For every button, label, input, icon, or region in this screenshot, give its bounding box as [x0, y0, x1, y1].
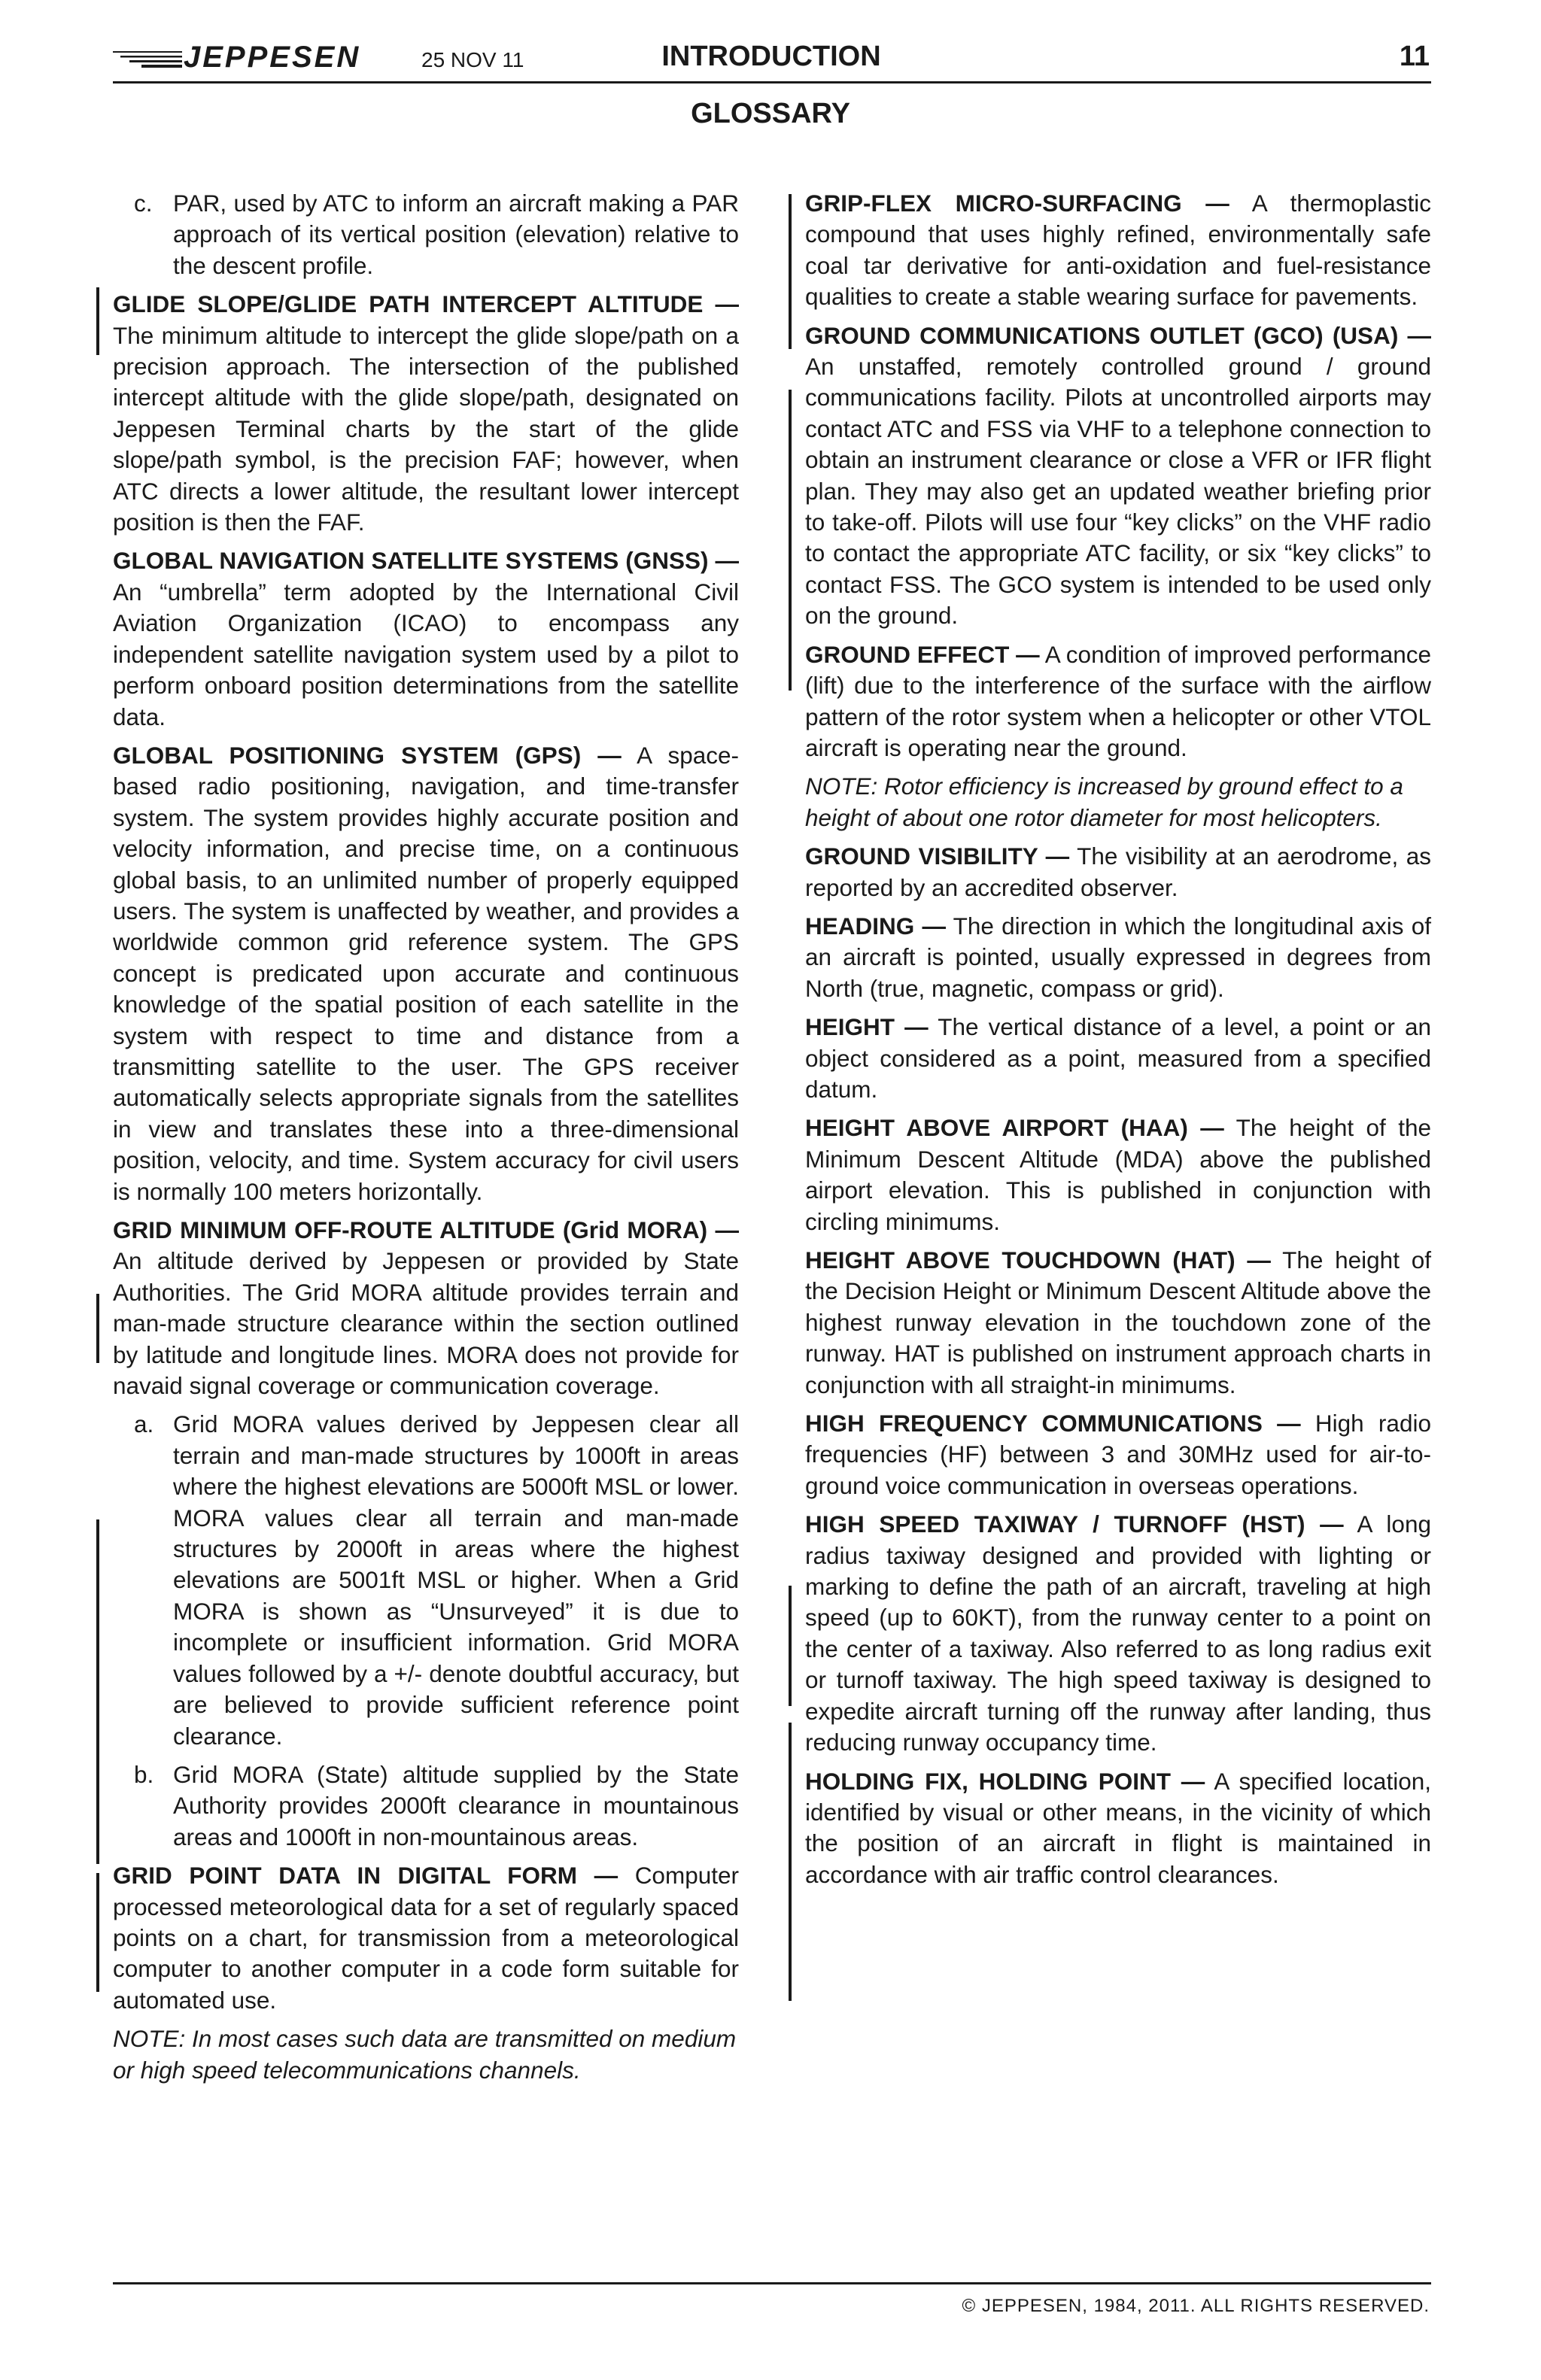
glossary-term: GROUND VISIBILITY — [805, 842, 1070, 870]
glossary-definition: A long radius taxiway designed and provided with lighting or marking to define the path of an aircraft, traveling at high speed (up to 60KT), from the runway center to a point on the center of a taxiway. Also referred to as long radius exit or turnoff taxiway. The high speed taxiway is designed to expedite aircraft turning off the runway after landing, thus reducing runway occupancy time. [805, 1510, 1431, 1756]
glossary-term: HIGH FREQUENCY COMMUNICATIONS — [805, 1410, 1301, 1437]
list-item [113, 188, 739, 281]
glossary-entry [113, 1860, 739, 2016]
list-label: c. [134, 190, 153, 217]
glossary-term: HOLDING FIX, HOLDING POINT — [805, 1767, 1205, 1795]
glossary-entry [805, 320, 1431, 632]
copyright-notice: © JEPPESEN, 1984, 2011. ALL RIGHTS RESERVED. [962, 2296, 1430, 2316]
glossary-definition: A specified location, identified by visual or other means, in the vicinity of which the position of an aircraft in flight is maintained in accordance with air traffic control clearances. [805, 1767, 1431, 1888]
revision-date: 25 NOV 11 [421, 48, 524, 71]
list-text: Grid MORA values derived by Jeppesen clear all terrain and man-made structures by 1000ft in areas where the highest elevations are 5000ft MSL or lower. MORA values clear all terrain and man-made structures by 2000ft in areas where the highest elevations are 5001ft MSL or higher. When a Grid MORA is shown as “Unsurveyed” it is due to incomplete or insufficient information. Grid MORA values followed by a +/- denote doubtful accuracy, but are believed to provide sufficient reference point clearance. [173, 1410, 739, 1750]
change-bar [96, 1519, 99, 1864]
change-bar [789, 194, 792, 349]
glossary-definition: Computer processed meteorological data for a set of regularly spaced points on a chart, for transmission from a meteorological computer to another computer in a code form suitable for automated use. [113, 1862, 739, 2014]
change-bar [789, 1723, 792, 2001]
header-rule [113, 81, 1431, 83]
glossary-definition: High radio frequencies (HF) between 3 and 30MHz used for air-to-ground voice communication in overseas operations. [805, 1410, 1431, 1499]
footer-rule [113, 2282, 1431, 2284]
list-text: PAR, used by ATC to inform an aircraft making a PAR approach of its vertical position (elevation) relative to the descent profile. [173, 190, 739, 279]
glossary-entry [805, 1408, 1431, 1501]
change-bar [96, 287, 99, 355]
glossary-definition: The height of the Decision Height or Minimum Descent Altitude above the highest runway elevation in the touchdown zone of the runway. HAT is published on instrument approach charts in conjunction with all straight-in minimums. [805, 1246, 1431, 1398]
glossary-entry [805, 1113, 1431, 1237]
glossary-definition: A condition of improved performance (lift) due to the interference of the surface with the airflow pattern of the rotor system when a helicopter or other VTOL aircraft is operating near the ground. [805, 640, 1432, 761]
left-column [113, 188, 739, 2093]
glossary-term: GLOBAL NAVIGATION SATELLITE SYSTEMS (GNSS) — [113, 547, 739, 575]
glossary-term: GROUND EFFECT — [805, 640, 1040, 668]
glossary-definition: The height of the Minimum Descent Altitude (MDA) above the published airport elevation. This is published in conjunction with circling minimums. [805, 1114, 1432, 1235]
change-bar [96, 1294, 99, 1363]
list-text: Grid MORA (State) altitude supplied by the State Authority provides 2000ft clearance in mountainous areas and 1000ft in non-mountainous areas. [173, 1760, 739, 1850]
glossary-entry [805, 188, 1431, 313]
glossary-term: HEIGHT ABOVE AIRPORT (HAA) — [805, 1114, 1224, 1142]
list-item [113, 1759, 739, 1853]
glossary-entry [805, 911, 1431, 1004]
glossary-entry [805, 639, 1431, 764]
glossary-term: GRID MINIMUM OFF-ROUTE ALTITUDE (Grid MORA) — [113, 1216, 739, 1243]
glossary-note: NOTE: In most cases such data are transmitted on medium or high speed telecommunications channels. [113, 2025, 737, 2084]
glossary-entry [113, 1215, 739, 1401]
glossary-definition: An altitude derived by Jeppesen or provided by State Authorities. The Grid MORA altitude provides terrain and man-made structure clearance within the section outlined by latitude and longitude lines. MORA does not provide for navaid signal coverage or communication coverage. [113, 1247, 739, 1400]
brand-name: JEPPESEN [184, 41, 361, 74]
right-column [805, 188, 1431, 1898]
glossary-entry [805, 1245, 1431, 1401]
list-label: b. [134, 1760, 154, 1788]
glossary-term: GROUND COMMUNICATIONS OUTLET (GCO) (USA) — [805, 321, 1431, 349]
section-name: INTRODUCTION [661, 41, 881, 72]
glossary-term: GLOBAL POSITIONING SYSTEM (GPS) — [113, 741, 622, 769]
glossary-entry [805, 1766, 1431, 1891]
glossary-definition: The visibility at an aerodrome, as reported by an accredited observer. [805, 842, 1432, 901]
glossary-definition: A space-based radio positioning, navigation, and time-transfer system. The system provides highly accurate position and velocity information, and precise time, on a continuous global basis, to an unlimited number of properly equipped users. The system is unaffected by weather, and provides a worldwide common grid reference system. The GPS concept is predicated upon accurate and continuous knowledge of the spatial position of each satellite in the system with respect to time and distance from a transmitting satellite to the user. The GPS receiver automatically selects appropriate signals from the satellites in view and translates these into a three-dimensional position, velocity, and time. System accuracy for civil users is normally 100 meters horizontally. [113, 741, 740, 1205]
list-item [113, 1409, 739, 1751]
change-bar [789, 390, 792, 691]
glossary-definition: The vertical distance of a level, a point or an object considered as a point, measured from a specified datum. [805, 1013, 1431, 1103]
list-label: a. [134, 1410, 154, 1438]
glossary-entry [805, 1509, 1431, 1758]
glossary-term: GLIDE SLOPE/GLIDE PATH INTERCEPT ALTITUDE — [113, 290, 739, 318]
glossary-entry [805, 1012, 1431, 1105]
change-bar [789, 1586, 792, 1706]
glossary-term: HEADING — [805, 912, 946, 940]
page-header [113, 38, 1430, 81]
glossary-entry [113, 545, 739, 732]
glossary-definition: An “umbrella” term adopted by the International Civil Aviation Organization (ICAO) to encompass any independent satellite navigation system used by a pilot to perform onboard position determinations from the satellite data. [113, 578, 739, 730]
glossary-entry [113, 289, 739, 538]
glossary-term: GRIP-FLEX MICRO-SURFACING — [805, 190, 1229, 217]
glossary-term: HIGH SPEED TAXIWAY / TURNOFF (HST) — [805, 1510, 1344, 1538]
glossary-definition: An unstaffed, remotely controlled ground / ground communications facility. Pilots at uncontrolled airports may contact ATC and FSS via VHF to a telephone connection to obtain an instrument clearance or close a VFR or IFR flight plan. They may also get an updated weather briefing prior to take-off. Pilots will use four “key clicks” on the VHF radio to contact the appropriate ATC facility, or six “key clicks” to contact FSS. The GCO system is intended to be used only on the ground. [805, 353, 1431, 630]
glossary-term: HEIGHT ABOVE TOUCHDOWN (HAT) — [805, 1246, 1271, 1273]
change-bar [96, 1873, 99, 1992]
page-number: 11 [1399, 41, 1430, 72]
glossary-definition: The direction in which the longitudinal axis of an aircraft is pointed, usually expressed in degrees from North (true, magnetic, compass or grid). [805, 912, 1432, 1002]
glossary-term: GRID POINT DATA IN DIGITAL FORM — [113, 1862, 619, 1890]
page-title: GLOSSARY [691, 98, 850, 129]
glossary-term: HEIGHT — [805, 1013, 929, 1041]
glossary-note: NOTE: Rotor efficiency is increased by ground effect to a height of about one rotor diameter for most helicopters. [805, 773, 1403, 831]
glossary-definition: The minimum altitude to intercept the glide slope/path on a precision approach. The intersection of the published intercept altitude with the glide slope/path, designated on Jeppesen Terminal charts by the start of the glide slope/path symbol, is the precision FAF; however, when ATC directs a lower altitude, the resultant lower intercept position is then the FAF. [113, 321, 739, 536]
glossary-entry [113, 740, 739, 1207]
glossary-entry [805, 841, 1431, 903]
glossary-definition: A thermoplastic compound that uses highly refined, environmentally safe coal tar derivative for anti-oxidation and fuel-resistance qualities to create a stable wearing surface for pavements. [805, 190, 1431, 311]
